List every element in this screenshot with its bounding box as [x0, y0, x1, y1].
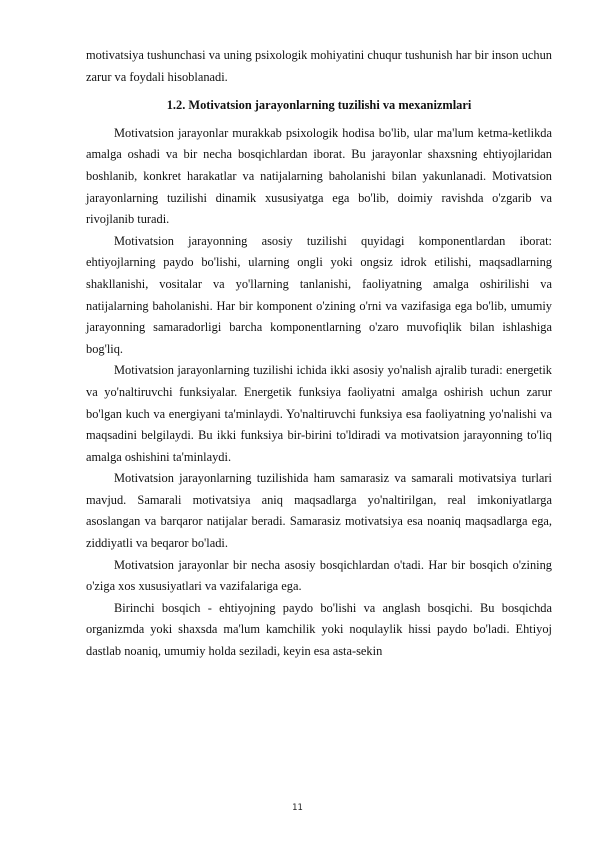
body-paragraph-4: Motivatsion jarayonlarning tuzilishida ham samarasiz va samarali motivatsiya turlari mavjud. Samarali motivatsiya aniq maqsadlarga yo'naltirilgan, real imkoniyatlarga asoslangan va barqaror natijalar beradi. Samarasiz motivatsiya esa noaniq maqsadlarga ega, ziddiyatli va beqaror bo'ladi.: [86, 471, 552, 551]
document-page: [86, 45, 552, 663]
body-paragraph-3: Motivatsion jarayonlarning tuzilishi ichida ikki asosiy yo'nalish ajralib turadi: energetik va yo'naltiruvchi funksiyalar. Energetik funksiya faoliyatni amalga oshirish uchun zarur bo'lgan kuch va energiyani ta'minlaydi. Yo'naltiruvchi funksiya esa faoliyatning yo'nalishi va maqsadini belgilaydi. Bu ikki funksiya bir-birini to'ldiradi va motivatsion jarayonning to'liq amalga oshishini ta'minlaydi.: [86, 363, 552, 464]
body-paragraph-1: Motivatsion jarayonlar murakkab psixologik hodisa bo'lib, ular ma'lum ketma-ketlikda amalga oshadi va bir necha bosqichlardan iborat. Bu jarayonlar shaxsning ehtiyojlaridan boshlanib, konkret harakatlar va natijalarning baholanishi bilan yakunlanadi. Motivatsion jarayonlarning tuzilishi dinamik xususiyatga ega bo'lib, doimiy ravishda o'zgarib va rivojlanib turadi.: [86, 125, 552, 227]
page-number: 11: [292, 803, 303, 813]
section-heading: 1.2. Motivatsion jarayonlarning tuzilishi va mexanizmlari: [166, 98, 472, 113]
intro-paragraph: motivatsiya tushunchasi va uning psixologik mohiyatini chuqur tushunish har bir inson uchun zarur va foydali hisoblanadi.: [86, 48, 552, 84]
body-paragraph-2: Motivatsion jarayonning asosiy tuzilishi quyidagi komponentlardan iborat: ehtiyojlarning paydo bo'lishi, ularning ongli yoki ongsiz idrok etilishi, maqsadlarning shakllanishi, vositalar va yo'llarning tanlanishi, faoliyatning amalga oshirilishi va natijalarning baholanishi. Har bir komponent o'zining o'rni va vazifasiga ega bo'lib, umumiy jarayonning samaradorligi barcha komponentlarning o'zaro muvofiqlik bilan ishlashiga bog'liq.: [86, 233, 552, 356]
body-paragraph-6: Birinchi bosqich - ehtiyojning paydo bo'lishi va anglash bosqichi. Bu bosqichda organizmda yoki shaxsda ma'lum kamchilik yoki noqulaylik hissi paydo bo'ladi. Ehtiyoj dastlab noaniq, umumiy holda seziladi, keyin esa asta-sekin: [86, 600, 552, 659]
body-paragraph-5: Motivatsion jarayonlar bir necha asosiy bosqichlardan o'tadi. Har bir bosqich o'zining o'ziga xos xususiyatlari va vazifalariga ega.: [86, 557, 552, 594]
